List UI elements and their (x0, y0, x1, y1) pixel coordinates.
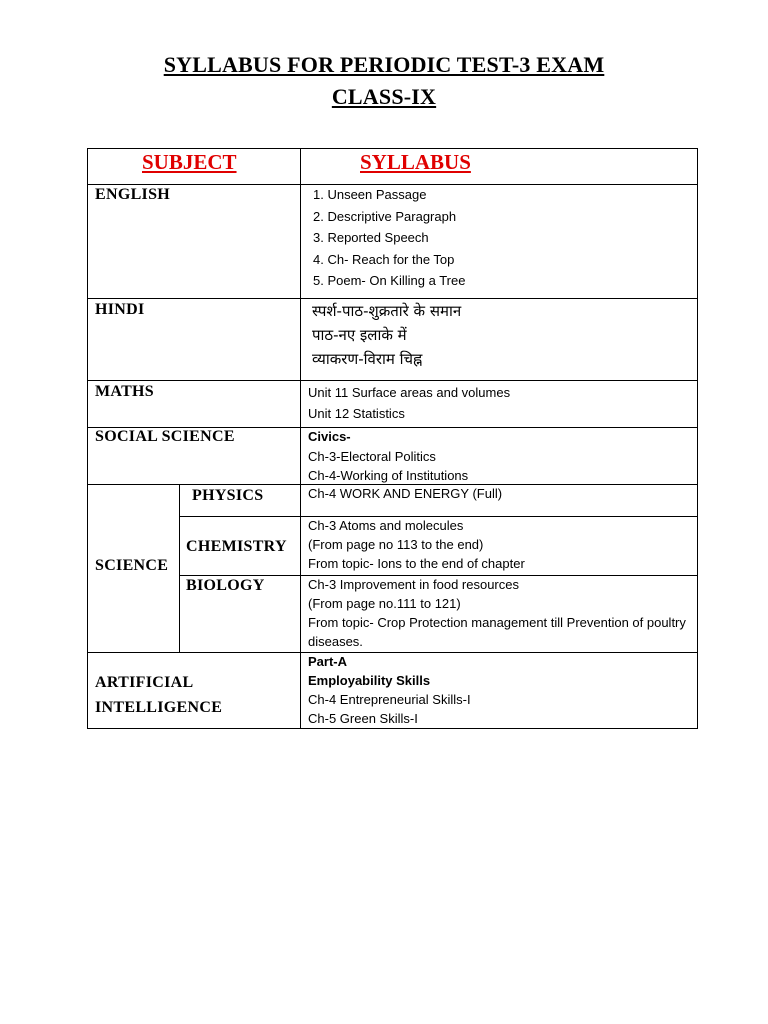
syllabus-artificial-intelligence (308, 652, 471, 728)
subject-social-science: SOCIAL SCIENCE (95, 428, 235, 445)
syllabus-chemistry (308, 516, 525, 573)
list-item: From topic- Crop Protection management till Prevention of poultry diseases. (308, 615, 686, 649)
list-item: Ch-3-Electoral Politics (308, 448, 436, 464)
list-item: (From page no 113 to the end) (308, 537, 484, 552)
subject-science: SCIENCE (95, 557, 169, 574)
syllabus-social-science (308, 427, 468, 486)
list-item: 2. Descriptive Paragraph (313, 208, 457, 224)
list-item: व्याकरण-विराम चिह्न (312, 350, 423, 368)
syllabus-biology (308, 575, 686, 651)
syllabus-column-header: SYLLABUS (360, 150, 471, 174)
list-item: 4. Ch- Reach for the Top (313, 251, 455, 267)
syllabus-hindi (312, 299, 461, 371)
list-item: 5. Poem- On Killing a Tree (313, 273, 466, 289)
list-item: Ch-3 Atoms and molecules (308, 518, 464, 533)
page-subtitle: CLASS-IX (331, 84, 437, 109)
list-item: Ch-4-Working of Institutions (308, 468, 469, 483)
subject-column-header: SUBJECT (142, 150, 237, 174)
list-item: Ch-3 Improvement in food resources (308, 577, 519, 592)
list-item: Ch-5 Green Skills-I (308, 711, 418, 726)
syllabus-physics (308, 484, 502, 503)
subject-physics: PHYSICS (192, 487, 264, 504)
list-item: 1. Unseen Passage (313, 187, 427, 202)
section-heading: Civics- (308, 429, 351, 444)
list-item: Unit 11 Surface areas and volumes (308, 385, 511, 400)
section-heading: Employability Skills (308, 673, 431, 688)
subject-artificial-intelligence-line2: INTELLIGENCE (95, 699, 223, 716)
list-item: From topic- Ions to the end of chapter (308, 556, 525, 571)
page-title: SYLLABUS FOR PERIODIC TEST-3 EXAM (163, 52, 605, 77)
list-item: स्पर्श-पाठ-शुक्रतारे के समान (312, 302, 462, 320)
syllabus-maths (308, 382, 510, 424)
list-item: Unit 12 Statistics (308, 406, 405, 421)
subject-hindi: HINDI (95, 301, 145, 318)
list-item: (From page no.111 to 121) (308, 596, 461, 611)
list-item: पाठ-नए इलाके में (312, 326, 407, 344)
subject-chemistry: CHEMISTRY (186, 538, 287, 555)
subject-artificial-intelligence-line1: ARTIFICIAL (95, 674, 194, 691)
list-item: Ch-4 WORK AND ENERGY (Full) (308, 486, 503, 501)
section-part: Part-A (308, 654, 348, 669)
syllabus-english (313, 184, 465, 292)
list-item: Ch-4 Entrepreneurial Skills-I (308, 692, 471, 707)
subject-maths: MATHS (95, 383, 154, 400)
subject-english: ENGLISH (95, 186, 171, 203)
list-item: 3. Reported Speech (313, 230, 429, 246)
subject-biology: BIOLOGY (186, 577, 265, 594)
